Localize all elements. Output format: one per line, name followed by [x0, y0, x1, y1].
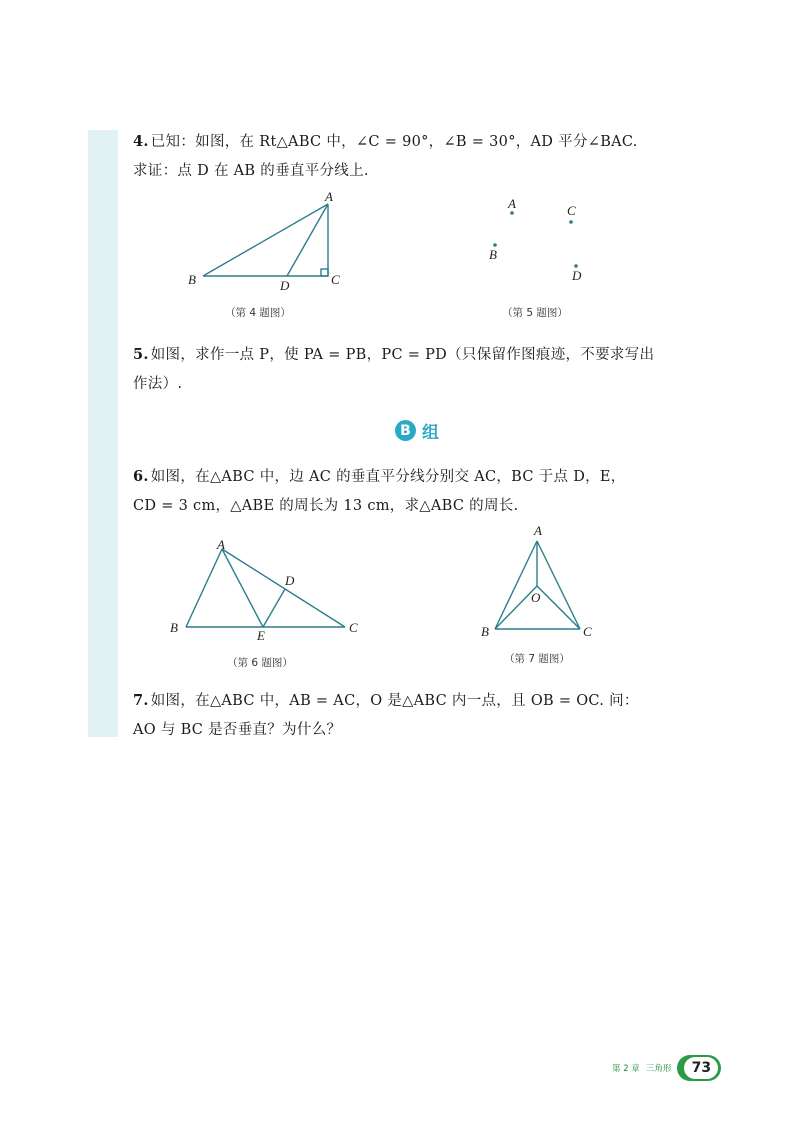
figure-5-caption: （第 5 题图） — [502, 307, 568, 319]
problem-5-text: 如图，求作一点 P，使 PA = PB，PC = PD（只保留作图痕迹，不要求写出 — [150, 347, 655, 363]
label-c: C — [349, 620, 358, 635]
figure-6-caption: （第 6 题图） — [227, 657, 293, 669]
page-number: 73 — [684, 1057, 718, 1079]
label-o: O — [531, 590, 541, 605]
segment-ab — [203, 204, 328, 276]
label-a: A — [217, 537, 225, 552]
label-a: A — [534, 523, 542, 538]
chapter-title: 三角形 — [645, 1064, 672, 1074]
problem-4-line-2: 求证：点 D 在 AB 的垂直平分线上. — [133, 163, 369, 179]
figure-7 — [478, 522, 598, 647]
problem-7-text: 如图，在△ABC 中，AB = AC，O 是△ABC 内一点，且 OB = OC. 问： — [150, 693, 639, 709]
segment-oc — [537, 586, 580, 629]
problem-number: 7. — [133, 692, 149, 709]
figure-4-caption: （第 4 题图） — [225, 307, 291, 319]
problem-4-text: 已知：如图，在 Rt△ABC 中，∠C = 90°，∠B = 30°，AD 平分∠BAC. — [150, 134, 638, 150]
problem-number: 4. — [133, 133, 149, 150]
page-number-badge — [677, 1055, 721, 1081]
label-c: C — [583, 624, 592, 639]
segment-ac — [537, 541, 580, 629]
figure-7-caption: （第 7 题图） — [504, 653, 570, 665]
segment-ae — [222, 549, 263, 627]
problem-6-line-1 — [133, 462, 713, 492]
point-a — [510, 211, 514, 215]
problem-4 — [133, 127, 713, 186]
problem-number: 6. — [133, 468, 149, 485]
segment-de — [263, 589, 285, 627]
group-b-heading — [395, 418, 439, 443]
label-b: B — [489, 247, 497, 262]
label-a: A — [325, 189, 333, 204]
problem-5-line-2: 作法）. — [133, 376, 183, 392]
point-c — [569, 220, 573, 224]
chapter-label: 第 2 章 — [612, 1064, 640, 1074]
page-footer — [612, 1055, 721, 1081]
figure-6 — [165, 535, 375, 645]
problem-5-line-1 — [133, 340, 713, 370]
problem-number: 5. — [133, 346, 149, 363]
group-b-label: 组 — [422, 423, 439, 443]
problem-5 — [133, 340, 713, 399]
label-c: C — [567, 203, 576, 218]
segment-ab — [186, 549, 222, 627]
segment-ad — [287, 204, 328, 276]
label-b: B — [481, 624, 489, 639]
problem-7 — [133, 686, 713, 745]
label-d: D — [280, 278, 290, 293]
figure-5 — [480, 195, 600, 290]
problem-6-line-2: CD = 3 cm，△ABE 的周长为 13 cm，求△ABC 的周长. — [133, 498, 519, 514]
problem-7-line-1 — [133, 686, 713, 716]
label-b: B — [188, 272, 196, 287]
problem-6 — [133, 462, 713, 521]
problem-7-line-2: AO 与 BC 是否垂直？为什么？ — [133, 722, 342, 738]
label-c: C — [331, 272, 340, 287]
right-angle-mark — [321, 269, 328, 276]
group-b-badge: B — [395, 420, 416, 441]
problem-6-text: 如图，在△ABC 中，边 AC 的垂直平分线分别交 AC，BC 于点 D，E， — [150, 469, 626, 485]
label-d: D — [572, 268, 582, 283]
label-a: A — [508, 196, 516, 211]
figure-4 — [180, 190, 360, 295]
segment-ab — [495, 541, 537, 629]
label-b: B — [170, 620, 178, 635]
label-d: D — [285, 573, 295, 588]
segment-ac — [222, 549, 345, 627]
label-e: E — [257, 628, 265, 643]
problem-4-line-1 — [133, 127, 713, 157]
left-margin-band — [88, 130, 118, 737]
